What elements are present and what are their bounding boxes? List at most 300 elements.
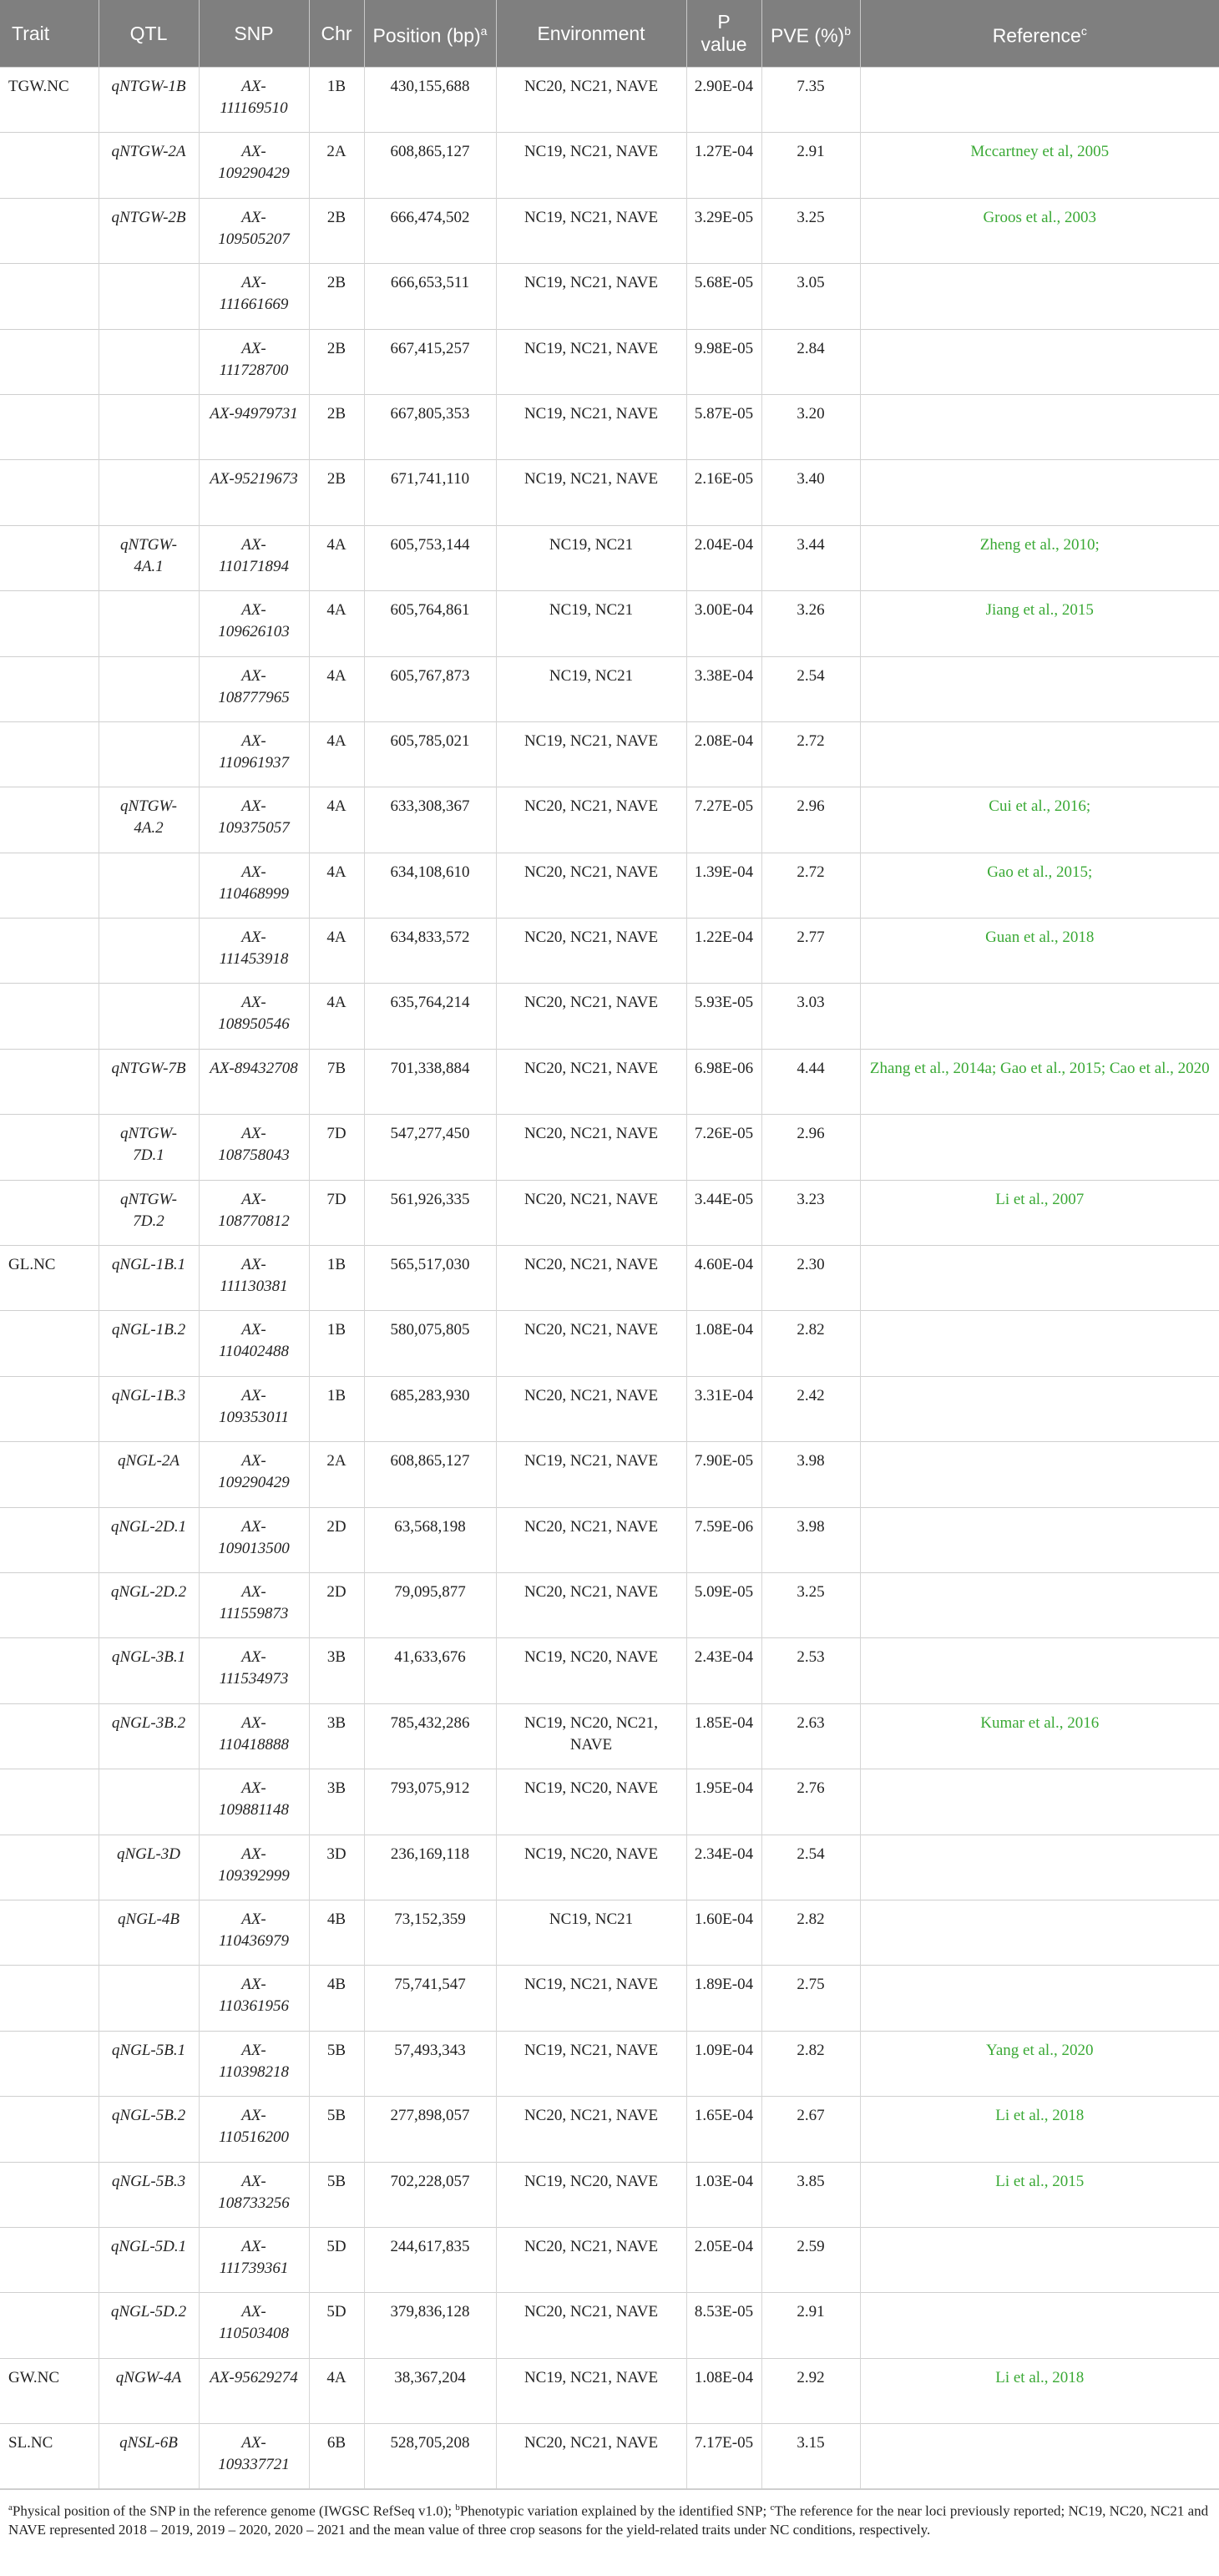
cell-snp: AX-109353011 bbox=[199, 1376, 309, 1441]
cell-position: 565,517,030 bbox=[364, 1246, 496, 1311]
cell-chr: 2A bbox=[309, 1442, 364, 1507]
table-row bbox=[0, 1900, 1219, 1965]
cell-reference bbox=[860, 264, 1219, 329]
cell-chr: 5D bbox=[309, 2227, 364, 2292]
cell-chr: 2B bbox=[309, 460, 364, 525]
cell-position: 430,155,688 bbox=[364, 68, 496, 133]
cell-pve: 3.05 bbox=[761, 264, 860, 329]
cell-trait bbox=[0, 656, 99, 721]
cell-snp: AX-110961937 bbox=[199, 721, 309, 787]
cell-position: 634,108,610 bbox=[364, 853, 496, 918]
cell-environment: NC19, NC20, NC21, NAVE bbox=[496, 1703, 686, 1769]
cell-reference[interactable]: Li et al., 2015 bbox=[860, 2162, 1219, 2227]
cell-p-value: 1.03E-04 bbox=[686, 2162, 761, 2227]
cell-position: 236,169,118 bbox=[364, 1835, 496, 1900]
cell-snp: AX-110418888 bbox=[199, 1703, 309, 1769]
cell-snp: AX-95219673 bbox=[199, 460, 309, 525]
cell-chr: 5B bbox=[309, 2097, 364, 2162]
header-environment: Environment bbox=[496, 0, 686, 68]
cell-position: 666,653,511 bbox=[364, 264, 496, 329]
cell-trait bbox=[0, 1180, 99, 1245]
table-row bbox=[0, 394, 1219, 459]
cell-trait bbox=[0, 1115, 99, 1180]
cell-reference[interactable]: Yang et al., 2020 bbox=[860, 2031, 1219, 2096]
cell-snp: AX-111728700 bbox=[199, 329, 309, 394]
cell-pve: 2.96 bbox=[761, 1115, 860, 1180]
cell-pve: 7.35 bbox=[761, 68, 860, 133]
cell-chr: 6B bbox=[309, 2424, 364, 2489]
cell-snp: AX-109013500 bbox=[199, 1507, 309, 1572]
cell-environment: NC19, NC21, NAVE bbox=[496, 721, 686, 787]
cell-trait: SL.NC bbox=[0, 2424, 99, 2489]
cell-p-value: 2.08E-04 bbox=[686, 721, 761, 787]
cell-chr: 7D bbox=[309, 1115, 364, 1180]
cell-trait bbox=[0, 721, 99, 787]
cell-qtl bbox=[99, 1769, 199, 1835]
cell-pve: 2.59 bbox=[761, 2227, 860, 2292]
cell-p-value: 7.17E-05 bbox=[686, 2424, 761, 2489]
cell-p-value: 1.08E-04 bbox=[686, 2358, 761, 2423]
cell-qtl: qNGL-3B.1 bbox=[99, 1638, 199, 1703]
header-snp: SNP bbox=[199, 0, 309, 68]
cell-chr: 2B bbox=[309, 198, 364, 263]
cell-environment: NC19, NC21, NAVE bbox=[496, 133, 686, 198]
cell-environment: NC19, NC21, NAVE bbox=[496, 394, 686, 459]
table-row bbox=[0, 1376, 1219, 1441]
cell-environment: NC19, NC21, NAVE bbox=[496, 1442, 686, 1507]
table-row bbox=[0, 1769, 1219, 1835]
cell-position: 608,865,127 bbox=[364, 1442, 496, 1507]
table-row bbox=[0, 1507, 1219, 1572]
cell-pve: 2.91 bbox=[761, 2293, 860, 2358]
cell-snp: AX-111739361 bbox=[199, 2227, 309, 2292]
table-row bbox=[0, 2097, 1219, 2162]
cell-position: 75,741,547 bbox=[364, 1966, 496, 2031]
table-row bbox=[0, 264, 1219, 329]
header-trait: Trait bbox=[0, 0, 99, 68]
cell-trait bbox=[0, 460, 99, 525]
cell-p-value: 4.60E-04 bbox=[686, 1246, 761, 1311]
cell-p-value: 5.09E-05 bbox=[686, 1572, 761, 1637]
cell-trait bbox=[0, 787, 99, 853]
cell-position: 667,805,353 bbox=[364, 394, 496, 459]
cell-environment: NC20, NC21, NAVE bbox=[496, 1507, 686, 1572]
cell-qtl bbox=[99, 460, 199, 525]
cell-qtl bbox=[99, 264, 199, 329]
cell-p-value: 2.43E-04 bbox=[686, 1638, 761, 1703]
cell-reference bbox=[860, 68, 1219, 133]
cell-trait: TGW.NC bbox=[0, 68, 99, 133]
table-row bbox=[0, 591, 1219, 656]
cell-pve: 3.25 bbox=[761, 198, 860, 263]
cell-reference bbox=[860, 721, 1219, 787]
cell-trait bbox=[0, 133, 99, 198]
cell-qtl: qNGL-1B.2 bbox=[99, 1311, 199, 1376]
cell-p-value: 3.38E-04 bbox=[686, 656, 761, 721]
table-row bbox=[0, 1638, 1219, 1703]
cell-environment: NC20, NC21, NAVE bbox=[496, 1376, 686, 1441]
cell-reference bbox=[860, 1246, 1219, 1311]
cell-qtl: qNTGW-4A.1 bbox=[99, 525, 199, 590]
cell-pve: 2.54 bbox=[761, 656, 860, 721]
cell-reference[interactable]: Kumar et al., 2016 bbox=[860, 1703, 1219, 1769]
cell-position: 634,833,572 bbox=[364, 919, 496, 984]
cell-position: 528,705,208 bbox=[364, 2424, 496, 2489]
cell-position: 785,432,286 bbox=[364, 1703, 496, 1769]
cell-position: 79,095,877 bbox=[364, 1572, 496, 1637]
cell-chr: 2D bbox=[309, 1572, 364, 1637]
cell-trait bbox=[0, 591, 99, 656]
cell-position: 41,633,676 bbox=[364, 1638, 496, 1703]
cell-snp: AX-109375057 bbox=[199, 787, 309, 853]
cell-chr: 4A bbox=[309, 591, 364, 656]
cell-chr: 2B bbox=[309, 329, 364, 394]
cell-reference[interactable]: Li et al., 2007 bbox=[860, 1180, 1219, 1245]
cell-p-value: 2.04E-04 bbox=[686, 525, 761, 590]
cell-pve: 2.63 bbox=[761, 1703, 860, 1769]
cell-snp: AX-110468999 bbox=[199, 853, 309, 918]
cell-reference bbox=[860, 1835, 1219, 1900]
cell-reference bbox=[860, 1572, 1219, 1637]
table-row bbox=[0, 853, 1219, 918]
cell-reference bbox=[860, 1115, 1219, 1180]
cell-snp: AX-109626103 bbox=[199, 591, 309, 656]
table-row bbox=[0, 2424, 1219, 2489]
cell-trait bbox=[0, 394, 99, 459]
cell-trait: GW.NC bbox=[0, 2358, 99, 2423]
table-row bbox=[0, 984, 1219, 1049]
header-position: Position (bp)$^a$ bbox=[364, 0, 496, 68]
cell-chr: 3B bbox=[309, 1769, 364, 1835]
cell-trait bbox=[0, 1769, 99, 1835]
cell-qtl: qNTGW-1B bbox=[99, 68, 199, 133]
cell-snp: AX-108733256 bbox=[199, 2162, 309, 2227]
cell-p-value: 5.93E-05 bbox=[686, 984, 761, 1049]
cell-chr: 4A bbox=[309, 2358, 364, 2423]
cell-pve: 2.82 bbox=[761, 1311, 860, 1376]
cell-reference bbox=[860, 1638, 1219, 1703]
cell-position: 580,075,805 bbox=[364, 1311, 496, 1376]
cell-trait bbox=[0, 525, 99, 590]
cell-position: 38,367,204 bbox=[364, 2358, 496, 2423]
cell-position: 702,228,057 bbox=[364, 2162, 496, 2227]
cell-environment: NC20, NC21, NAVE bbox=[496, 1115, 686, 1180]
cell-snp: AX-111453918 bbox=[199, 919, 309, 984]
cell-qtl bbox=[99, 1966, 199, 2031]
cell-p-value: 1.89E-04 bbox=[686, 1966, 761, 2031]
cell-pve: 4.44 bbox=[761, 1049, 860, 1114]
cell-chr: 1B bbox=[309, 68, 364, 133]
table-row bbox=[0, 1246, 1219, 1311]
cell-environment: NC19, NC20, NAVE bbox=[496, 1769, 686, 1835]
cell-qtl bbox=[99, 721, 199, 787]
cell-pve: 3.44 bbox=[761, 525, 860, 590]
cell-pve: 2.67 bbox=[761, 2097, 860, 2162]
cell-trait bbox=[0, 2293, 99, 2358]
cell-snp: AX-108770812 bbox=[199, 1180, 309, 1245]
cell-environment: NC19, NC21, NAVE bbox=[496, 329, 686, 394]
cell-chr: 5D bbox=[309, 2293, 364, 2358]
cell-trait bbox=[0, 264, 99, 329]
cell-qtl bbox=[99, 984, 199, 1049]
cell-chr: 4B bbox=[309, 1900, 364, 1965]
cell-environment: NC20, NC21, NAVE bbox=[496, 2293, 686, 2358]
cell-snp: AX-111661669 bbox=[199, 264, 309, 329]
cell-reference bbox=[860, 1376, 1219, 1441]
cell-reference bbox=[860, 1900, 1219, 1965]
table-row bbox=[0, 198, 1219, 263]
cell-pve: 3.26 bbox=[761, 591, 860, 656]
table-row bbox=[0, 2031, 1219, 2096]
cell-position: 605,764,861 bbox=[364, 591, 496, 656]
table-row bbox=[0, 721, 1219, 787]
table-row bbox=[0, 656, 1219, 721]
cell-position: 379,836,128 bbox=[364, 2293, 496, 2358]
cell-environment: NC19, NC20, NAVE bbox=[496, 1835, 686, 1900]
cell-snp: AX-110436979 bbox=[199, 1900, 309, 1965]
cell-chr: 7B bbox=[309, 1049, 364, 1114]
cell-pve: 2.75 bbox=[761, 1966, 860, 2031]
cell-environment: NC20, NC21, NAVE bbox=[496, 1572, 686, 1637]
table-row bbox=[0, 460, 1219, 525]
cell-snp: AX-111534973 bbox=[199, 1638, 309, 1703]
cell-pve: 2.96 bbox=[761, 787, 860, 853]
cell-chr: 2B bbox=[309, 394, 364, 459]
cell-pve: 3.98 bbox=[761, 1442, 860, 1507]
cell-chr: 4A bbox=[309, 984, 364, 1049]
table-row bbox=[0, 1115, 1219, 1180]
cell-p-value: 2.05E-04 bbox=[686, 2227, 761, 2292]
cell-qtl: qNGL-2D.2 bbox=[99, 1572, 199, 1637]
cell-chr: 5B bbox=[309, 2162, 364, 2227]
cell-reference[interactable]: Zheng et al., 2010; bbox=[860, 525, 1219, 590]
cell-chr: 1B bbox=[309, 1246, 364, 1311]
cell-p-value: 1.65E-04 bbox=[686, 2097, 761, 2162]
cell-trait bbox=[0, 1311, 99, 1376]
cell-pve: 2.76 bbox=[761, 1769, 860, 1835]
cell-reference bbox=[860, 460, 1219, 525]
cell-p-value: 2.34E-04 bbox=[686, 1835, 761, 1900]
cell-environment: NC20, NC21, NAVE bbox=[496, 2227, 686, 2292]
cell-reference bbox=[860, 1769, 1219, 1835]
table-row bbox=[0, 68, 1219, 133]
cell-trait bbox=[0, 2162, 99, 2227]
cell-position: 666,474,502 bbox=[364, 198, 496, 263]
cell-snp: AX-89432708 bbox=[199, 1049, 309, 1114]
cell-position: 57,493,343 bbox=[364, 2031, 496, 2096]
cell-environment: NC19, NC21, NAVE bbox=[496, 2031, 686, 2096]
cell-p-value: 1.85E-04 bbox=[686, 1703, 761, 1769]
cell-trait bbox=[0, 984, 99, 1049]
cell-position: 63,568,198 bbox=[364, 1507, 496, 1572]
cell-qtl: qNGL-5B.3 bbox=[99, 2162, 199, 2227]
table-row bbox=[0, 329, 1219, 394]
cell-p-value: 1.27E-04 bbox=[686, 133, 761, 198]
cell-trait bbox=[0, 1900, 99, 1965]
cell-position: 793,075,912 bbox=[364, 1769, 496, 1835]
cell-qtl bbox=[99, 853, 199, 918]
cell-environment: NC19, NC21 bbox=[496, 656, 686, 721]
cell-environment: NC19, NC21 bbox=[496, 525, 686, 590]
header-pve: PVE (%)$^b$ bbox=[761, 0, 860, 68]
cell-chr: 7D bbox=[309, 1180, 364, 1245]
cell-chr: 4A bbox=[309, 853, 364, 918]
cell-trait bbox=[0, 1703, 99, 1769]
table-row bbox=[0, 2227, 1219, 2292]
cell-environment: NC20, NC21, NAVE bbox=[496, 787, 686, 853]
cell-reference[interactable]: Groos et al., 2003 bbox=[860, 198, 1219, 263]
cell-reference[interactable]: Gao et al., 2015; bbox=[860, 853, 1219, 918]
cell-pve: 2.82 bbox=[761, 2031, 860, 2096]
cell-snp: AX-109392999 bbox=[199, 1835, 309, 1900]
cell-environment: NC20, NC21, NAVE bbox=[496, 984, 686, 1049]
cell-p-value: 1.95E-04 bbox=[686, 1769, 761, 1835]
cell-p-value: 9.98E-05 bbox=[686, 329, 761, 394]
cell-chr: 4A bbox=[309, 787, 364, 853]
cell-p-value: 1.39E-04 bbox=[686, 853, 761, 918]
cell-reference[interactable]: Guan et al., 2018 bbox=[860, 919, 1219, 984]
cell-p-value: 1.08E-04 bbox=[686, 1311, 761, 1376]
cell-snp: AX-109290429 bbox=[199, 1442, 309, 1507]
cell-environment: NC19, NC20, NAVE bbox=[496, 2162, 686, 2227]
cell-reference[interactable]: Zhang et al., 2014a; Gao et al., 2015; Cao et al., 2020 bbox=[860, 1049, 1219, 1114]
table-row bbox=[0, 1311, 1219, 1376]
cell-reference bbox=[860, 1966, 1219, 2031]
cell-trait bbox=[0, 1572, 99, 1637]
table-row bbox=[0, 1572, 1219, 1637]
cell-chr: 4B bbox=[309, 1966, 364, 2031]
cell-qtl: qNTGW-4A.2 bbox=[99, 787, 199, 853]
cell-position: 605,767,873 bbox=[364, 656, 496, 721]
cell-qtl: qNSL-6B bbox=[99, 2424, 199, 2489]
cell-snp: AX-109881148 bbox=[199, 1769, 309, 1835]
cell-position: 608,865,127 bbox=[364, 133, 496, 198]
cell-qtl: qNGL-4B bbox=[99, 1900, 199, 1965]
cell-reference bbox=[860, 2424, 1219, 2489]
table-row bbox=[0, 2162, 1219, 2227]
cell-snp: AX-108758043 bbox=[199, 1115, 309, 1180]
table-row bbox=[0, 919, 1219, 984]
cell-pve: 2.30 bbox=[761, 1246, 860, 1311]
cell-qtl: qNTGW-7D.1 bbox=[99, 1115, 199, 1180]
cell-pve: 3.40 bbox=[761, 460, 860, 525]
cell-pve: 3.25 bbox=[761, 1572, 860, 1637]
cell-reference[interactable]: Jiang et al., 2015 bbox=[860, 591, 1219, 656]
header-p-value: P value bbox=[686, 0, 761, 68]
cell-trait bbox=[0, 2227, 99, 2292]
cell-reference[interactable]: Li et al., 2018 bbox=[860, 2097, 1219, 2162]
cell-qtl: qNTGW-7B bbox=[99, 1049, 199, 1114]
cell-environment: NC19, NC21 bbox=[496, 591, 686, 656]
cell-qtl bbox=[99, 329, 199, 394]
cell-pve: 2.84 bbox=[761, 329, 860, 394]
cell-reference bbox=[860, 984, 1219, 1049]
cell-reference bbox=[860, 1311, 1219, 1376]
cell-environment: NC19, NC21, NAVE bbox=[496, 460, 686, 525]
cell-environment: NC20, NC21, NAVE bbox=[496, 919, 686, 984]
cell-chr: 1B bbox=[309, 1311, 364, 1376]
cell-environment: NC19, NC21 bbox=[496, 1900, 686, 1965]
cell-trait bbox=[0, 919, 99, 984]
cell-trait bbox=[0, 1442, 99, 1507]
cell-qtl: qNGL-5B.1 bbox=[99, 2031, 199, 2096]
cell-reference[interactable]: Mccartney et al, 2005 bbox=[860, 133, 1219, 198]
cell-trait bbox=[0, 1049, 99, 1114]
cell-environment: NC20, NC21, NAVE bbox=[496, 2424, 686, 2489]
table-header bbox=[0, 0, 1219, 68]
cell-p-value: 7.59E-06 bbox=[686, 1507, 761, 1572]
cell-snp: AX-108777965 bbox=[199, 656, 309, 721]
cell-pve: 3.85 bbox=[761, 2162, 860, 2227]
cell-position: 701,338,884 bbox=[364, 1049, 496, 1114]
cell-snp: AX-95629274 bbox=[199, 2358, 309, 2423]
cell-p-value: 3.00E-04 bbox=[686, 591, 761, 656]
cell-environment: NC20, NC21, NAVE bbox=[496, 2097, 686, 2162]
cell-snp: AX-109505207 bbox=[199, 198, 309, 263]
cell-p-value: 1.60E-04 bbox=[686, 1900, 761, 1965]
cell-chr: 4A bbox=[309, 919, 364, 984]
cell-p-value: 2.90E-04 bbox=[686, 68, 761, 133]
cell-snp: AX-110402488 bbox=[199, 1311, 309, 1376]
cell-chr: 3B bbox=[309, 1638, 364, 1703]
cell-pve: 3.03 bbox=[761, 984, 860, 1049]
cell-trait bbox=[0, 2031, 99, 2096]
cell-pve: 3.23 bbox=[761, 1180, 860, 1245]
cell-environment: NC20, NC21, NAVE bbox=[496, 68, 686, 133]
cell-reference bbox=[860, 1507, 1219, 1572]
cell-chr: 3D bbox=[309, 1835, 364, 1900]
cell-qtl bbox=[99, 919, 199, 984]
cell-p-value: 3.29E-05 bbox=[686, 198, 761, 263]
cell-snp: AX-94979731 bbox=[199, 394, 309, 459]
cell-qtl bbox=[99, 656, 199, 721]
cell-pve: 2.42 bbox=[761, 1376, 860, 1441]
cell-chr: 4A bbox=[309, 656, 364, 721]
cell-qtl: qNGL-3D bbox=[99, 1835, 199, 1900]
table-row bbox=[0, 1442, 1219, 1507]
cell-reference bbox=[860, 329, 1219, 394]
cell-snp: AX-110516200 bbox=[199, 2097, 309, 2162]
cell-p-value: 3.44E-05 bbox=[686, 1180, 761, 1245]
table-row bbox=[0, 1703, 1219, 1769]
cell-snp: AX-111169510 bbox=[199, 68, 309, 133]
table-row bbox=[0, 1966, 1219, 2031]
cell-qtl: qNGW-4A bbox=[99, 2358, 199, 2423]
cell-qtl: qNGL-5D.2 bbox=[99, 2293, 199, 2358]
cell-pve: 2.72 bbox=[761, 721, 860, 787]
cell-environment: NC19, NC21, NAVE bbox=[496, 198, 686, 263]
table-row bbox=[0, 1049, 1219, 1114]
cell-qtl: qNGL-2A bbox=[99, 1442, 199, 1507]
cell-chr: 3B bbox=[309, 1703, 364, 1769]
table-row bbox=[0, 133, 1219, 198]
table-body bbox=[0, 68, 1219, 2489]
table-footnote: $^a$Physical position of the SNP in the reference genome (IWGSC RefSeq v1.0); $^b$Phenotypic variation explained by the identified SNP; $^c$The reference for the near loci previously reported; NC19, NC20, NC21 and NAVE represented 2018 – 2019, 2019 – 2020, 2020 – 2021 and the mean value of three crop seasons for the yield-related traits under NC conditions, respectively. bbox=[0, 2489, 1219, 2539]
table-row bbox=[0, 525, 1219, 590]
cell-environment: NC19, NC20, NAVE bbox=[496, 1638, 686, 1703]
cell-position: 685,283,930 bbox=[364, 1376, 496, 1441]
cell-reference[interactable]: Cui et al., 2016; bbox=[860, 787, 1219, 853]
cell-qtl: qNTGW-7D.2 bbox=[99, 1180, 199, 1245]
cell-trait bbox=[0, 1376, 99, 1441]
cell-reference[interactable]: Li et al., 2018 bbox=[860, 2358, 1219, 2423]
cell-chr: 2D bbox=[309, 1507, 364, 1572]
header-chr: Chr bbox=[309, 0, 364, 68]
cell-trait bbox=[0, 853, 99, 918]
cell-qtl bbox=[99, 394, 199, 459]
cell-pve: 2.91 bbox=[761, 133, 860, 198]
cell-snp: AX-109290429 bbox=[199, 133, 309, 198]
